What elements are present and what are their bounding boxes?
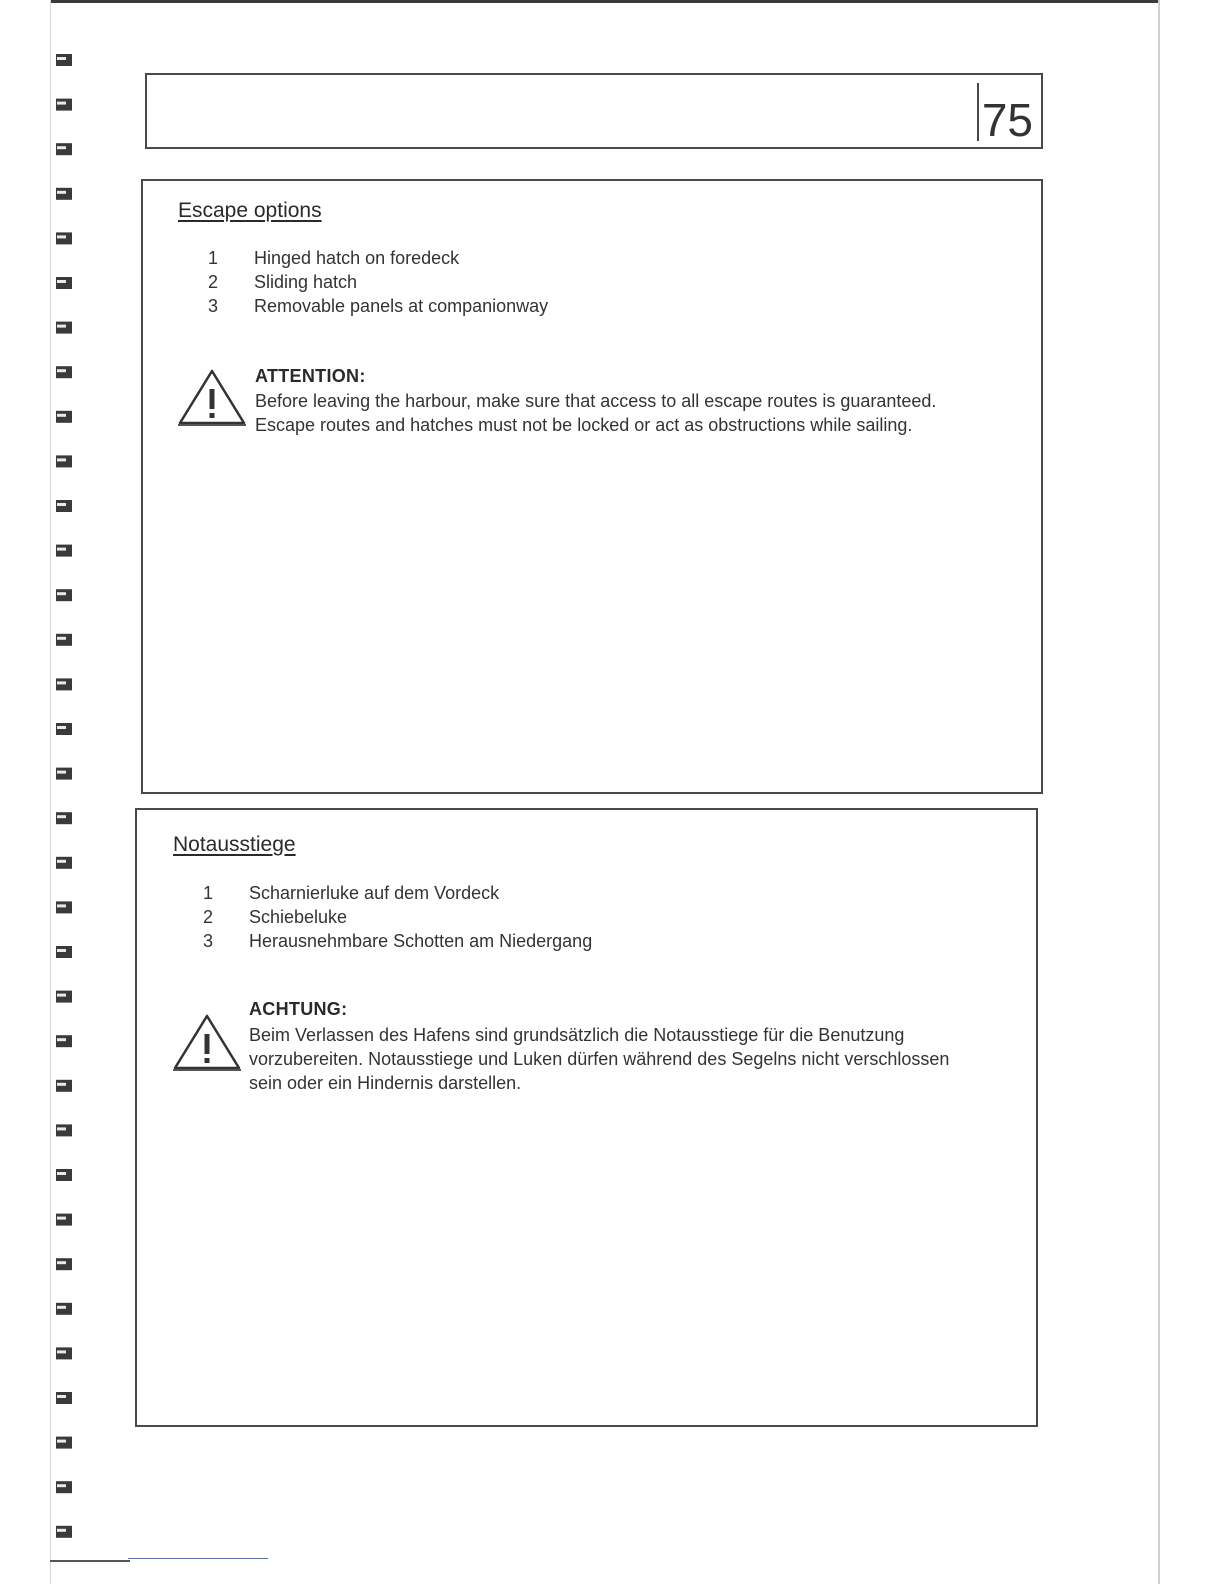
item-text: Removable panels at companionway [254,296,549,316]
binding-hole [56,589,72,601]
item-text: Sliding hatch [254,272,358,292]
binding-hole [56,322,72,334]
section-title: Notausstiege [173,833,296,856]
binding-hole [56,455,72,467]
item-text: Scharnierluke auf dem Vordeck [249,883,500,903]
binding-hole [56,1258,72,1270]
page-right-edge [1158,0,1160,1584]
binding-hole [56,634,72,646]
item-number: 2 [203,907,214,927]
section-escape-options [141,179,1043,794]
binding-hole [56,500,72,512]
binding-hole [56,1169,72,1181]
binding-hole [56,1303,72,1315]
list-item [203,905,592,929]
item-text: Herausnehmbare Schotten am Niedergang [249,931,593,951]
warning-title: ACHTUNG: [249,999,348,1019]
spiral-binding [54,40,76,1560]
warning-line: Escape routes and hatches must not be locked or act as obstructions while sailing. [255,415,913,435]
binding-hole [56,1437,72,1449]
binding-hole [56,723,72,735]
binding-hole [56,1347,72,1359]
section-title: Escape options [178,199,322,222]
binding-hole [56,1392,72,1404]
list-item [208,270,548,294]
page-header-box [145,73,1043,149]
item-number: 3 [208,296,219,316]
list-item [208,246,548,270]
binding-hole [56,946,72,958]
page-left-edge [50,0,51,1584]
list-item [208,294,548,318]
binding-hole [56,991,72,1003]
warning-line: vorzubereiten. Notausstiege und Luken dürfen während des Segelns nicht verschlossen [249,1049,950,1069]
page-top-edge [50,0,1160,3]
binding-hole [56,1481,72,1493]
item-number: 1 [203,883,214,903]
page-number-frame [977,83,1041,146]
binding-hole [56,232,72,244]
warning-text [255,389,936,437]
binding-hole [56,143,72,155]
binding-hole [56,188,72,200]
escape-options-list [208,246,548,318]
item-number: 1 [208,248,219,268]
binding-hole [56,411,72,423]
binding-hole [56,1035,72,1047]
binding-hole [56,678,72,690]
item-number: 3 [203,931,214,951]
binding-hole [56,99,72,111]
warning-title: ATTENTION: [255,366,366,386]
binding-hole [56,545,72,557]
binding-hole [56,54,72,66]
binding-hole [56,812,72,824]
warning-triangle-icon [176,367,250,427]
binding-hole [56,1214,72,1226]
binding-hole [56,768,72,780]
page-bottom-edge [50,1560,130,1562]
warning-line: sein oder ein Hindernis darstellen. [249,1073,522,1093]
list-item [203,929,592,953]
item-number: 2 [208,272,219,292]
scan-artifact-line [128,1558,268,1559]
binding-hole [56,1526,72,1538]
notausstiege-list [203,881,592,953]
binding-holes [54,40,76,1560]
binding-hole [56,857,72,869]
warning-triangle-icon [171,1012,245,1072]
item-text: Schiebeluke [249,907,348,927]
warning-line: Beim Verlassen des Hafens sind grundsätzlich die Notausstiege für die Benutzung [249,1025,905,1045]
item-text: Hinged hatch on foredeck [254,248,460,268]
binding-hole [56,1124,72,1136]
binding-hole [56,277,72,289]
page-number: 75 [981,94,1033,146]
list-item [203,881,592,905]
section-notausstiege [135,808,1038,1427]
warning-line: Before leaving the harbour, make sure that access to all escape routes is guaranteed. [255,391,937,411]
binding-hole [56,1080,72,1092]
warning-text [249,1023,949,1095]
binding-hole [56,901,72,913]
binding-hole [56,366,72,378]
